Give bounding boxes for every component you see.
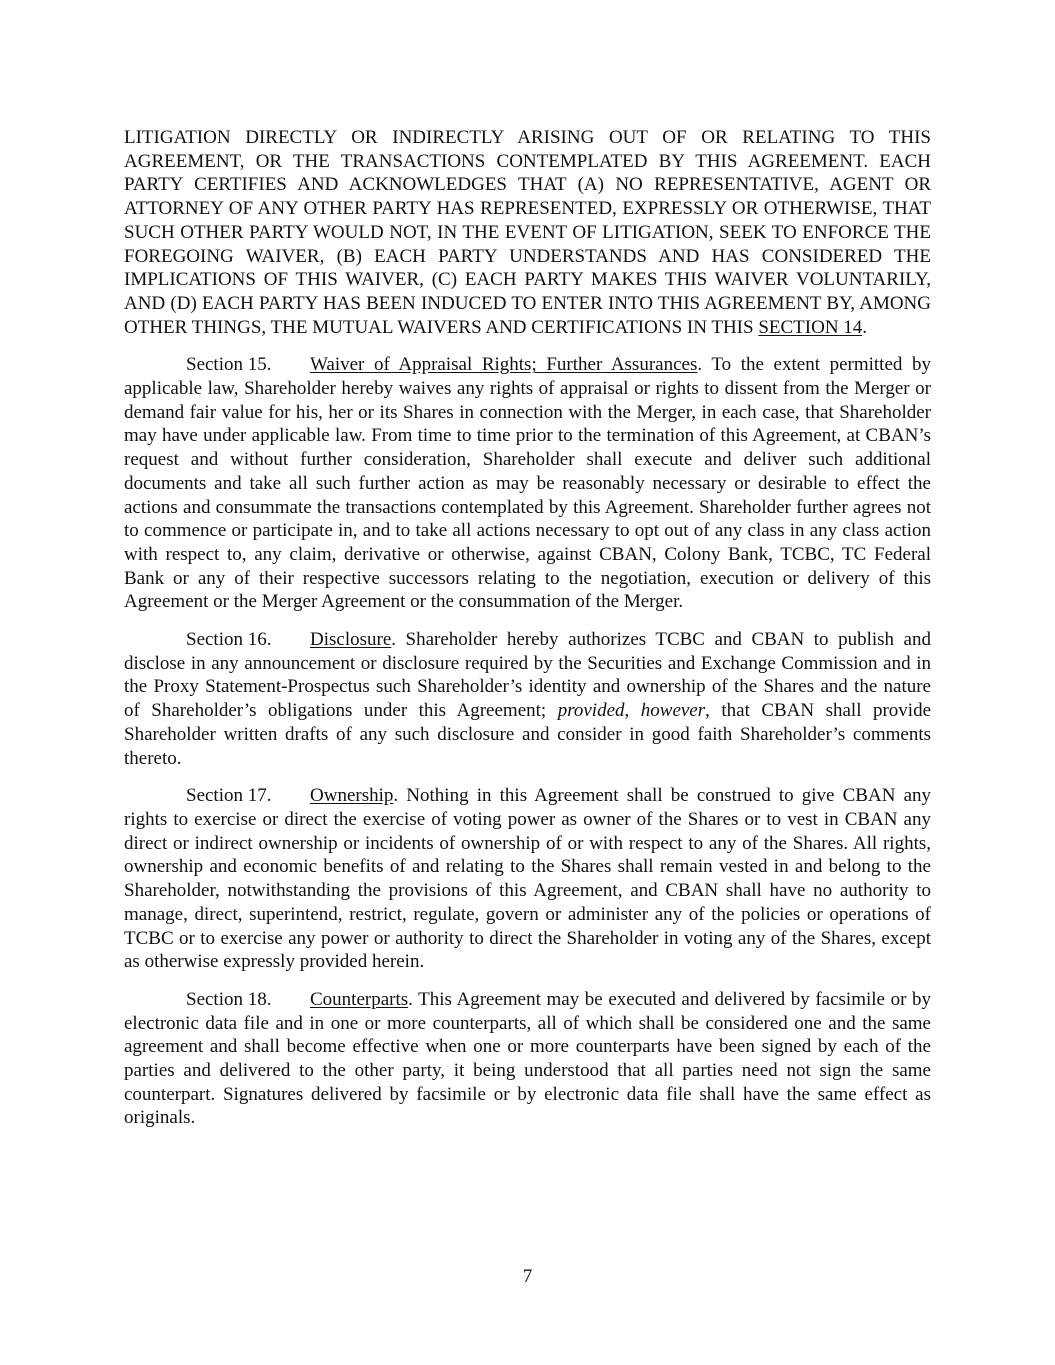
page-number: 7 <box>522 1266 533 1287</box>
section-18-number: Section 18. <box>186 988 272 1010</box>
waiver-continuation-paragraph <box>124 126 931 339</box>
section-17-paragraph <box>124 784 931 974</box>
section-16-paragraph <box>124 628 931 770</box>
section-16-body-b: , that CBAN shall provide Shareholder written drafts of any such disclosure and consider in good faith Shareholder’s comments thereto. <box>124 700 932 769</box>
section-15-body: . To the extent permitted by applicable law, Shareholder hereby waives any rights of appraisal or rights to dissent from the Merger or demand fair value for his, her or its Shares in connection with the Merger, in each case, that Shareholder may have under applicable law. From time to time prior to the termination of this Agreement, at CBAN’s request and without further consideration, Shareholder shall execute and deliver such additional documents and take all such further action as may be reasonably necessary or desirable to effect the actions and consummate the transactions contemplated by this Agreement. Shareholder further agrees not to commence or participate in, and to take all actions necessary to opt out of any class in any class action with respect to, any claim, derivative or otherwise, against CBAN, Colony Bank, TCBC, TC Federal Bank or any of their respective successors relating to the negotiation, execution or delivery of this Agreement or the Merger Agreement or the consummation of the Merger. <box>124 354 931 613</box>
section-18-paragraph <box>124 988 931 1130</box>
section-16-body-a: . Shareholder hereby authorizes TCBC and CBAN to publish and disclose in any announcement or disclosure required by the Securities and Exchange Commission and in the Proxy Statement-Prospectus such Shareholder’s identity and ownership of the Shares and the nature of Shareholder’s obligations under this Agreement; <box>124 629 931 722</box>
section-17-body: . Nothing in this Agreement shall be construed to give CBAN any rights to exercise or direct the exercise of voting power as owner of the Shares or to vest in CBAN any direct or indirect ownership or incidents of ownership of or with respect to any of the Shares. All rights, ownership and economic benefits of and relating to the Shares shall remain vested in and belong to the Shareholder, notwithstanding the provisions of this Agreement, and CBAN shall have no authority to manage, direct, superintend, restrict, regulate, govern or administer any of the policies or operations of TCBC or to exercise any power or authority to direct the Shareholder in voting any of the Shares, except as otherwise expressly provided herein. <box>124 785 931 973</box>
section-18-body: . This Agreement may be executed and delivered by facsimile or by electronic data file and in one or more counterparts, all of which shall be considered one and the same agreement and shall become effective when one or more counterparts have been signed by each of the parties and delivered to the other party, it being understood that all parties need not sign the same counterpart. Signatures delivered by facsimile or by electronic data file shall have the same effect as originals. <box>124 988 931 1129</box>
section-17-number: Section 17. <box>186 785 272 807</box>
section-15-paragraph <box>124 353 931 614</box>
section-16-heading: Disclosure <box>310 629 392 651</box>
section-16-italic-however: however <box>640 700 706 722</box>
section-16-italic-provided: provided <box>557 700 625 722</box>
section-15-heading: Waiver of Appraisal Rights; Further Assurances <box>310 354 698 376</box>
section-17-heading: Ownership <box>310 785 394 807</box>
section-16-separator: , <box>624 700 641 722</box>
page-content <box>124 126 931 1130</box>
continuation-text: LITIGATION DIRECTLY OR INDIRECTLY ARISING OUT OF OR RELATING TO THIS AGREEMENT, OR THE TRANSACTIONS CONTEMPLATED BY THIS AGREEMENT. EACH PARTY CERTIFIES AND ACKNOWLEDGES THAT (A) NO REPRESENTATIVE, AGENT OR ATTORNEY OF ANY OTHER PARTY HAS REPRESENTED, EXPRESSLY OR OTHERWISE, THAT SUCH OTHER PARTY WOULD NOT, IN THE EVENT OF LITIGATION, SEEK TO ENFORCE THE FOREGOING WAIVER, (B) EACH PARTY UNDERSTANDS AND HAS CONSIDERED THE IMPLICATIONS OF THIS WAIVER, (C) EACH PARTY MAKES THIS WAIVER VOLUNTARILY, AND (D) EACH PARTY HAS BEEN INDUCED TO ENTER INTO THIS AGREEMENT BY, AMONG OTHER THINGS, THE MUTUAL WAIVERS AND CERTIFICATIONS IN THIS <box>124 127 931 338</box>
section-16-number: Section 16. <box>186 629 272 651</box>
section-14-reference: SECTION 14 <box>758 316 863 338</box>
section-15-number: Section 15. <box>186 354 272 376</box>
continuation-end: . <box>862 316 868 338</box>
section-18-heading: Counterparts <box>310 988 409 1010</box>
